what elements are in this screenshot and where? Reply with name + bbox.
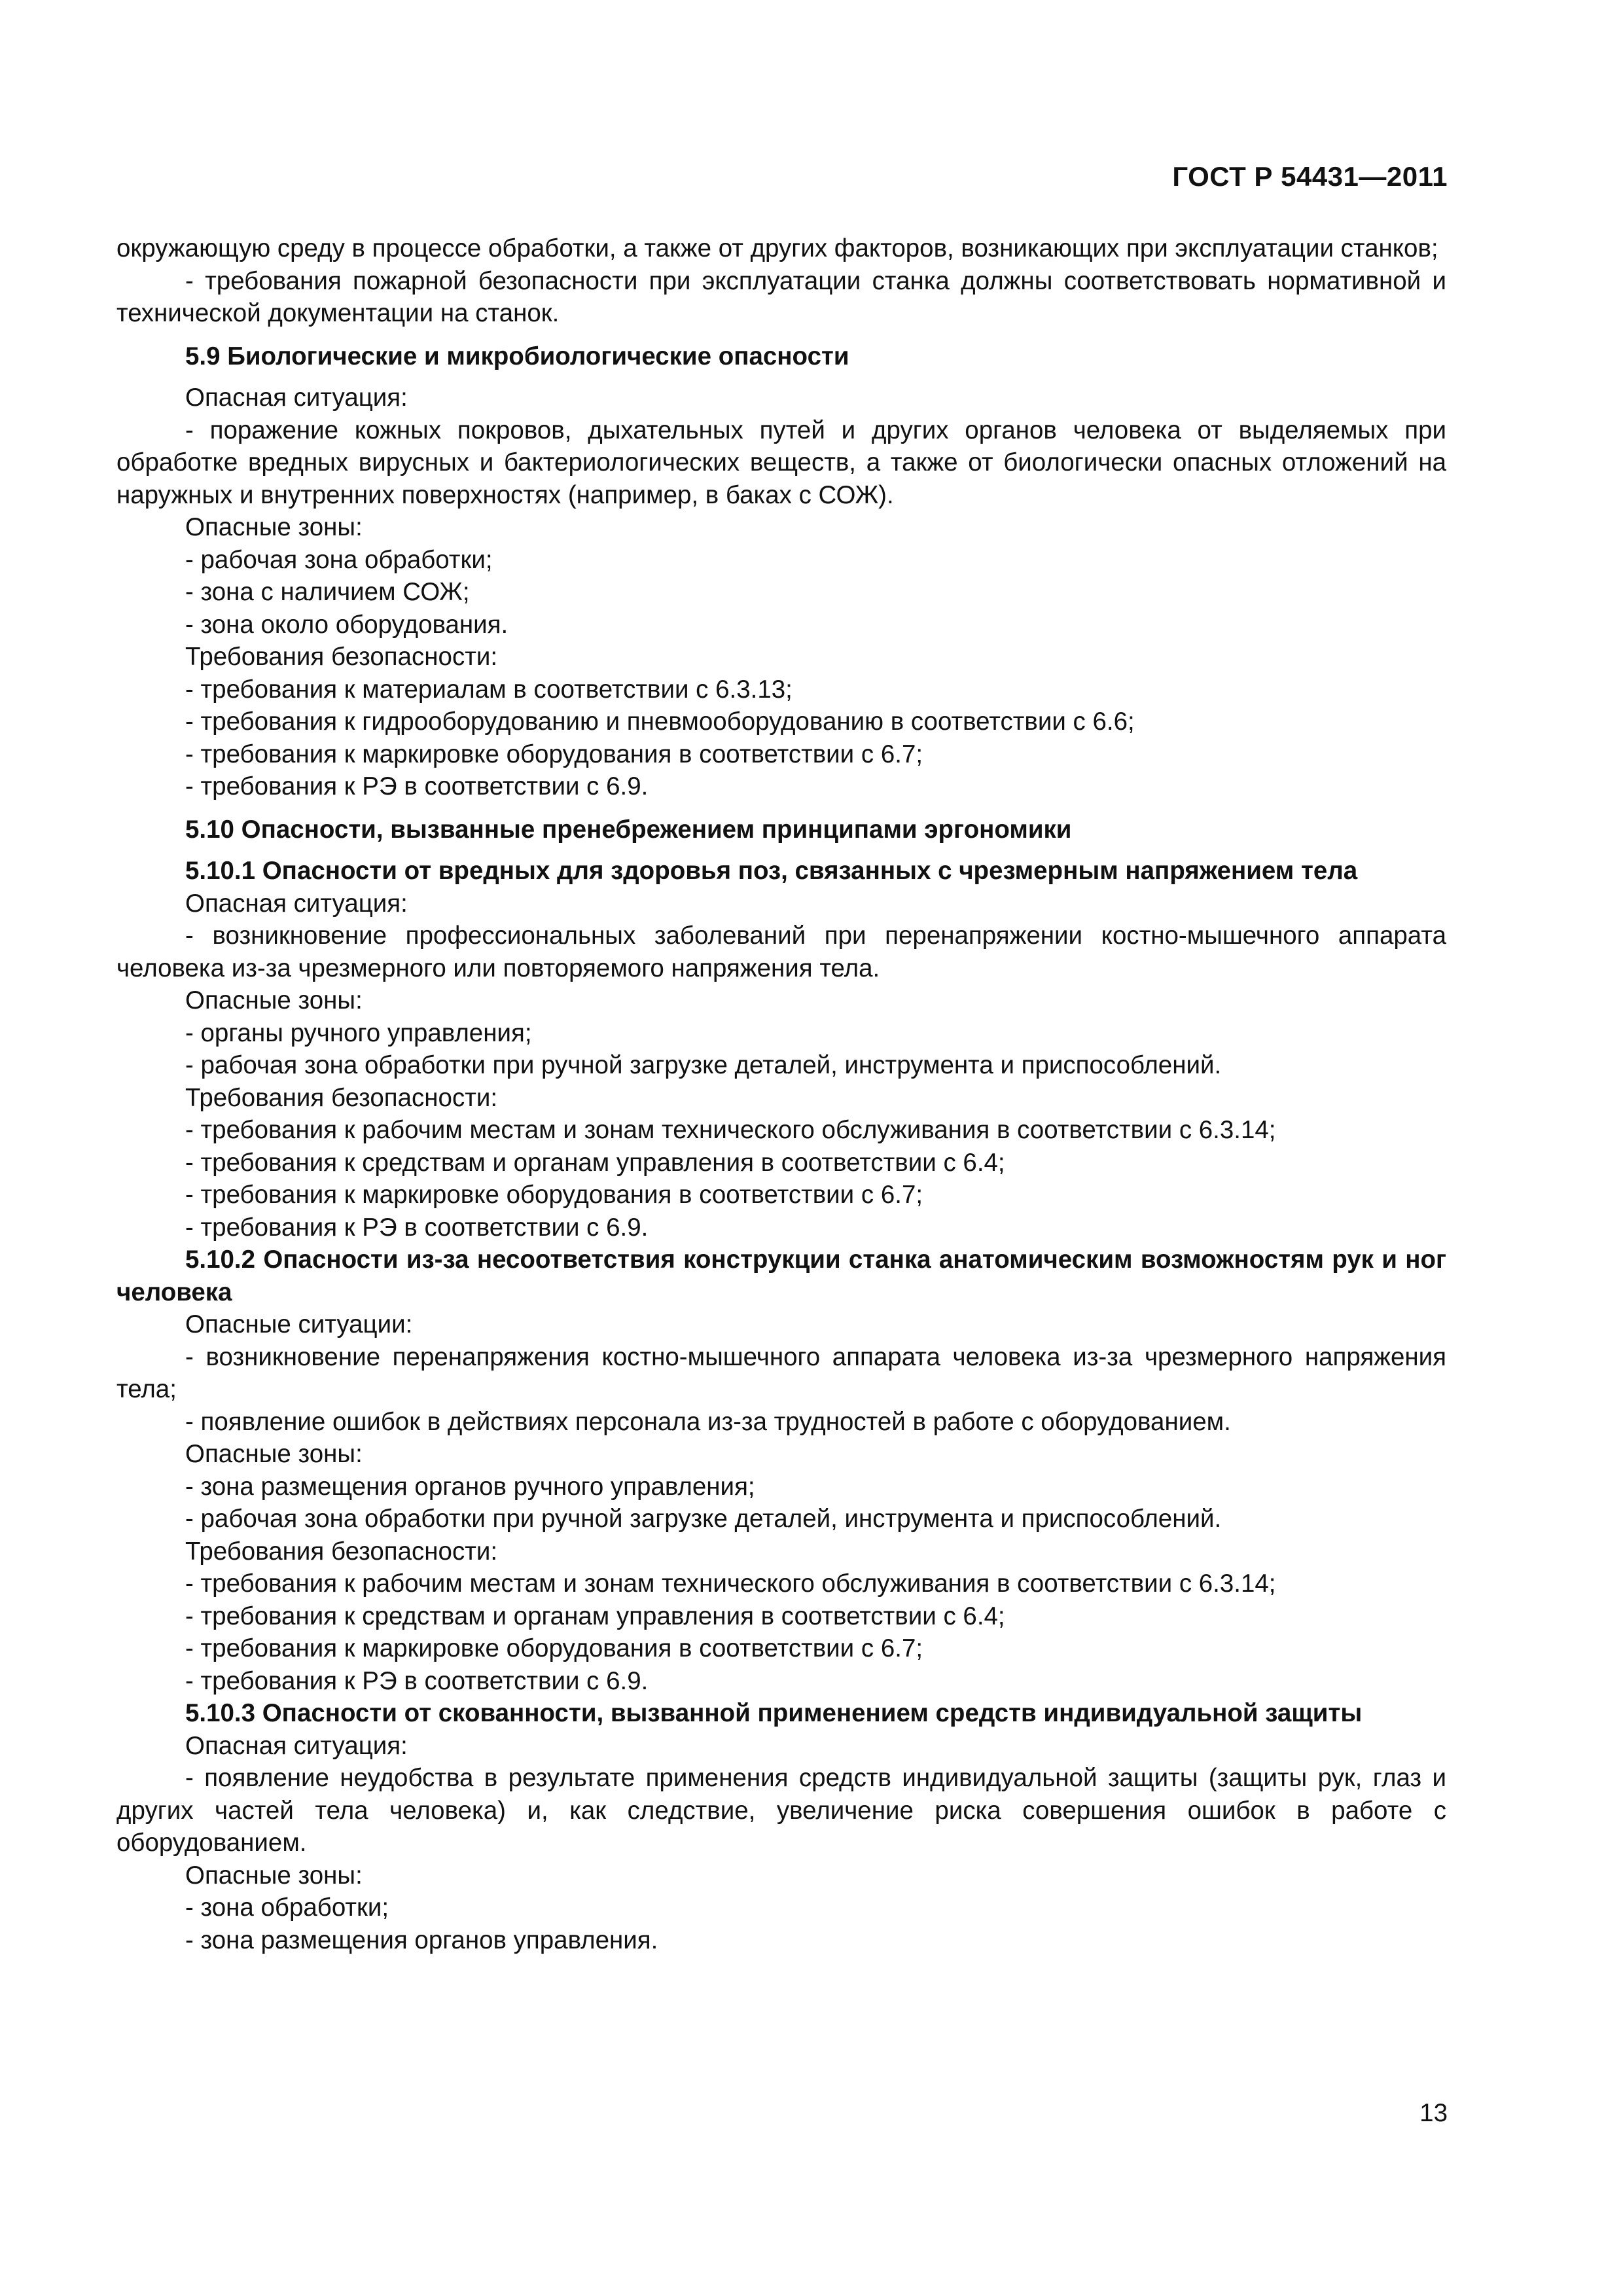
s5-10-3-zone-item: - зона размещения органов управления.	[185, 1926, 658, 1954]
s5-10-1-zones-label: Опасные зоны:	[185, 986, 363, 1014]
s5-9-req-item: - требования к РЭ в соответствии с 6.9.	[185, 772, 649, 800]
s5-9-zone-item: - рабочая зона обработки;	[185, 545, 493, 574]
s5-10-1-zone-item: - рабочая зона обработки при ручной загрузке деталей, инструмента и приспособлений.	[185, 1051, 1222, 1079]
s5-9-zone-item: - зона с наличием СОЖ;	[185, 578, 470, 606]
s5-10-2-zone-item: - рабочая зона обработки при ручной загрузке деталей, инструмента и приспособлений.	[185, 1505, 1222, 1533]
s5-10-2-req-item: - требования к средствам и органам управления в соответствии с 6.4;	[185, 1602, 1005, 1630]
s5-10-1-req-item: - требования к рабочим местам и зонам технического обслуживания в соответствии с 6.3.14;	[185, 1116, 1276, 1144]
s5-10-2-situation-text: - появление ошибок в действиях персонала из-за трудностей в работе с оборудованием.	[185, 1407, 1231, 1436]
continued-paragraph: окружающую среду в процессе обработки, а также от других факторов, возникающих при эксплуатации станков;	[116, 234, 1438, 262]
s5-9-req-label: Требования безопасности:	[185, 643, 498, 671]
section-5-10-2-title: 5.10.2 Опасности из-за несоответствия конструкции станка анатомическим возможностям рук и ног человека	[116, 1246, 1446, 1306]
s5-10-1-req-item: - требования к РЭ в соответствии с 6.9.	[185, 1213, 649, 1242]
page-number: 13	[1419, 2099, 1448, 2127]
s5-10-1-req-label: Требования безопасности:	[185, 1083, 498, 1112]
s5-10-3-zone-item: - зона обработки;	[185, 1893, 389, 1922]
s5-9-situation-label: Опасная ситуация:	[185, 384, 408, 412]
s5-9-zones-label: Опасные зоны:	[185, 513, 363, 541]
section-5-10-3-title: 5.10.3 Опасности от скованности, вызванной применением средств индивидуальной защиты	[185, 1699, 1363, 1727]
s5-10-2-req-item: - требования к РЭ в соответствии с 6.9.	[185, 1666, 649, 1695]
document-number-header: ГОСТ Р 54431—2011	[1172, 161, 1448, 192]
s5-10-3-situation-text: - появление неудобства в результате применения средств индивидуальной защиты (защиты рук, глаз и других частей тела человека) и, как следствие, увеличение риска совершения ошибок в работе с оборудованием.	[116, 1764, 1446, 1857]
page-body	[116, 232, 1446, 1956]
s5-10-2-req-item: - требования к маркировке оборудования в соответствии с 6.7;	[185, 1634, 923, 1662]
s5-10-2-req-label: Требования безопасности:	[185, 1537, 498, 1566]
s5-9-situation-text: - поражение кожных покровов, дыхательных путей и других органов человека от выделяемых при обработке вредных вирусных и бактериологических веществ, а также от биологически опасных отложений на наружных и внутренних поверхностях (например, в баках с СОЖ).	[116, 416, 1446, 509]
s5-10-2-situation-label: Опасные ситуации:	[185, 1310, 413, 1338]
s5-9-req-item: - требования к гидрооборудованию и пневмооборудованию в соответствии с 6.6;	[185, 708, 1135, 736]
s5-10-3-situation-label: Опасная ситуация:	[185, 1731, 408, 1760]
fire-safety-requirement: - требования пожарной безопасности при эксплуатации станка должны соответствовать нормативной и технической документации на станок.	[116, 266, 1446, 327]
s5-10-1-zone-item: - органы ручного управления;	[185, 1018, 532, 1047]
s5-10-1-situation-label: Опасная ситуация:	[185, 889, 408, 918]
section-5-10-1-title: 5.10.1 Опасности от вредных для здоровья поз, связанных с чрезмерным напряжением тела	[185, 857, 1358, 885]
s5-10-1-situation-text: - возникновение профессиональных заболеваний при перенапряжении костно-мышечного аппарата человека из-за чрезмерного или повторяемого напряжения тела.	[116, 922, 1446, 982]
s5-9-req-item: - требования к маркировке оборудования в соответствии с 6.7;	[185, 740, 923, 768]
section-5-9-title: 5.9 Биологические и микробиологические опасности	[185, 342, 849, 370]
section-5-10-title: 5.10 Опасности, вызванные пренебрежением принципами эргономики	[185, 815, 1072, 844]
s5-9-req-item: - требования к материалам в соответствии с 6.3.13;	[185, 675, 793, 704]
s5-10-2-situation-text: - возникновение перенапряжения костно-мышечного аппарата человека из-за чрезмерного напряжения тела;	[116, 1342, 1446, 1403]
s5-10-2-req-item: - требования к рабочим местам и зонам технического обслуживания в соответствии с 6.3.14;	[185, 1570, 1276, 1598]
s5-10-2-zones-label: Опасные зоны:	[185, 1440, 363, 1468]
s5-9-zone-item: - зона около оборудования.	[185, 610, 508, 639]
s5-10-1-req-item: - требования к маркировке оборудования в соответствии с 6.7;	[185, 1181, 923, 1209]
s5-10-2-zone-item: - зона размещения органов ручного управления;	[185, 1472, 755, 1501]
s5-10-3-zones-label: Опасные зоны:	[185, 1861, 363, 1890]
s5-10-1-req-item: - требования к средствам и органам управления в соответствии с 6.4;	[185, 1148, 1005, 1177]
